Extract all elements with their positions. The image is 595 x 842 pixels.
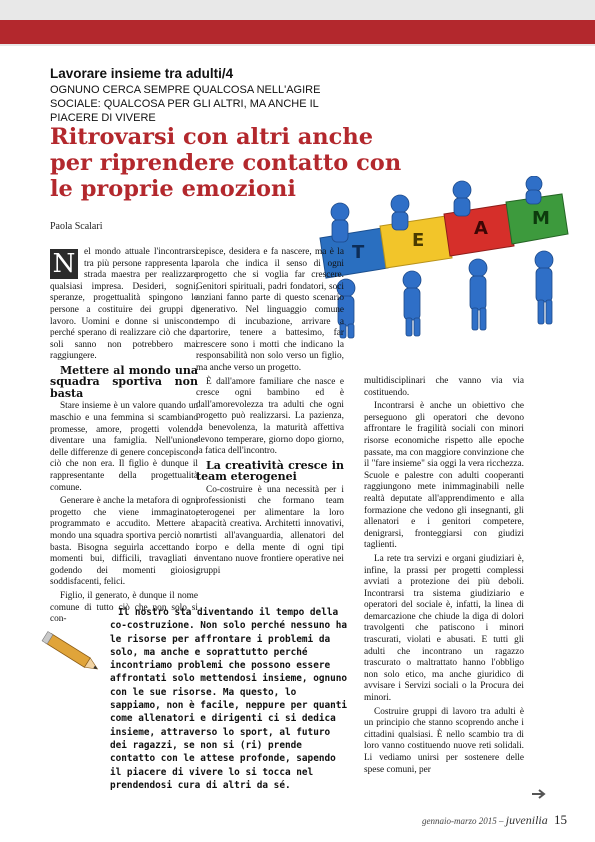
paragraph-intro-text: el mondo attuale l'incontrarsi tra più persone rappresenta la strada maestra per realizzare qualsiasi impresa. Desideri, sogni, speranze, progettualità spingono le persone a costituire dei gruppi di lavoro. Uomini e donne si uniscono perché sperano di realizzare ciò che da soli sanno non potrebbero mai raggiungere. <box>50 247 198 362</box>
author: Paola Scalari <box>50 221 103 232</box>
pencil-icon <box>36 618 106 688</box>
letter-a: A <box>474 218 488 239</box>
header-red-band <box>0 20 595 44</box>
column-2 <box>196 247 344 579</box>
paragraph: Costruire gruppi di lavoro tra adulti è un principio che stanno scoprendo anche i cittadini qualsiasi. È nello scambio tra di loro vanno costituendo nuove reti solidali. Li vediamo unirsi per sostenere delle spese comuni, per <box>364 706 524 775</box>
letter-t: T <box>352 242 365 263</box>
paragraph: cepisce, desidera e fa nascere, ma è la parola che indica il senso di ogni progetto che si voglia far crescere. Genitori spirituali, padri fondatori, soci anziani fanno parte di questo scenario generativo. Nel linguaggio comune tempo di incubazione, arrivare a partorire, tenere a battesimo, far crescere sono i motti che indicano la responsabilità non solo verso un figlio, ma anche verso un progetto. <box>196 247 344 373</box>
paragraph: Stare insieme è un valore quando un maschio e una femmina si scambiano promesse, amore, progetti volendo diventare una famiglia. Nell'unione delle differenze di genere concepiscono ciò che non era. Il figlio è dunque il rappresentante della progettualità comune. <box>50 401 198 493</box>
paragraph: Generare è anche la metafora di ogni progetto che viene immaginato, programmato e accudito. Mettere al mondo una squadra sportiva perciò non basta. Bisogna seguirla accettando i momenti bui, difficili, travagliati e godendo dei momenti gioiosi, soddisfacenti, felici. <box>50 496 198 588</box>
letter-e: E <box>412 230 425 251</box>
paragraph: La rete tra servizi e organi giudiziari è, infine, la prassi per progetti complessi avviati a protezione dei più deboli. Incontrarsi tra sistema giudiziario e operatori del sociale è, infatti, la linea di demarcazione che chiude la diga di dolori travolgenti che patiscono i minori trascurati, violati e abusati. E tutti gli adulti che incontrano un ragazzo trascurato o maltrattato hanno l'obbligo non solo etico, ma anche giuridico di avvisare i Servizi sociali o la Procura dei minori. <box>364 553 524 704</box>
pull-quote: Il nostro sta diventando il tempo della co-costruzione. Non solo perché nessuno ha le risorse per affrontare i problemi da solo, ma anche e soprattutto perché incontriamo problemi che possono essere affrontati solo mettendosi insieme, ognuno con le sue risorse. Ma questo, lo sappiamo, non è facile, neppure per quanti come allenatori e dirigenti ci si dedica insieme, attraverso lo sport, al futuro dei ragazzi, se non si (ri) prende contatto con le attese profonde, sapendo il piacere di vivere lo si tocca nel prendendosi cura di altri da sé. <box>110 607 348 791</box>
letter-m: M <box>532 208 550 229</box>
paragraph: multidisciplinari che vanno via via costituendo. <box>364 376 524 398</box>
section-heading-2: La creatività cresce in team eterogenei <box>196 458 344 484</box>
page-title: Ritrovarsi con altri anche per riprendere contatto con le proprie emozioni <box>50 124 402 202</box>
section-heading-1: Mettere al mondo una squadra sportiva non basta <box>50 363 198 400</box>
kicker: Lavorare insieme tra adulti/4 <box>50 66 234 81</box>
page-footer <box>422 812 567 828</box>
paragraph: Co-costruire è una necessità per i professionisti che formano team eterogenei per alimentare la loro capacità creativa. Architetti innovativi, artisti all'avanguardia, allenatori del corpo e della mente di ogni tipi inventano nuove frontiere operative nei gruppi <box>196 484 344 576</box>
page-number: 15 <box>554 812 567 827</box>
magazine-name: juvenilia <box>505 813 548 827</box>
team-puzzle-illustration <box>312 176 574 340</box>
column-3 <box>364 376 524 778</box>
paragraph-intro <box>50 247 198 363</box>
puzzle-piece-e <box>380 216 452 268</box>
continue-arrow-icon <box>532 789 548 799</box>
drop-cap: N <box>50 249 78 279</box>
paragraph: Figlio, il generato, è dunque il nome comune di tutto ciò che non solo si con- <box>50 590 198 625</box>
paragraph: È dall'amore familiare che nasce e cresce ogni bambino ed è dall'amorevolezza tra adulti che ogni progetto può realizzarsi. La pazienza, la benevolenza, la maturità affettiva devono temperare, giorno dopo giorno, la fatica dell'incontro. <box>196 376 344 457</box>
paragraph: Incontrarsi è anche un obiettivo che perseguono gli operatori che devono affrontare le fragilità sociali con minori risorse economiche rispetto alle epoche passate, ma con maggiore convinzione che il "fare insieme" sia oggi la vera ricchezza. Scuole e palestre con adulti cooperanti raggiungono mete inimmaginabili nelle realtà deputate all'apprendimento e alla formazione che vedono gli insegnanti, gli allenatori e i genitori competere, denigrarsi, fronteggiarsi con giudizi taglienti. <box>364 401 524 551</box>
issue-date: gennaio-marzo 2015 – <box>422 816 504 826</box>
column-1 <box>50 247 198 628</box>
subkicker: OGNUNO CERCA SEMPRE QUALCOSA NELL'AGIRE SOCIALE: QUALCOSA PER GLI ALTRI, MA ANCHE IL PIACERE DI VIVERE <box>50 84 321 124</box>
